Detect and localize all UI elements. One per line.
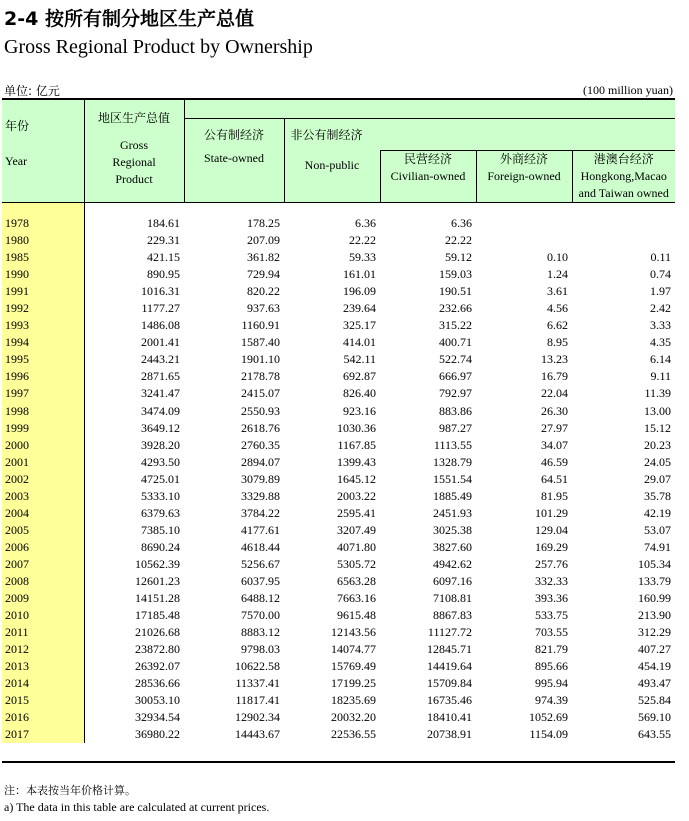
non-public-cell: 239.64 [343,301,376,316]
state-owned-cell: 6488.12 [241,591,280,606]
civilian-owned-cell: 315.22 [439,318,472,333]
year-cell: 2009 [2,590,84,607]
state-owned-cell: 2550.93 [241,403,280,418]
non-public-cell: 22.22 [349,233,376,248]
grp-cell: 26392.07 [135,659,180,674]
table-row [2,385,675,402]
hk-macao-taiwan-cell: 3.33 [650,318,672,333]
ownership-group-header [184,99,675,119]
year-cell: 2016 [2,709,84,726]
table-title-en: Gross Regional Product by Ownership [4,36,313,58]
non-public-cell: 9615.48 [337,608,376,623]
civilian-owned-cell: 15709.84 [427,676,472,691]
table-row [2,522,675,539]
table-row [2,590,675,607]
hk-macao-taiwan-cell: 2.42 [650,301,672,316]
non-public-cell: 161.01 [343,267,376,282]
grp-cell: 28536.66 [135,676,180,691]
year-cell: 1978 [2,215,84,232]
hk-macao-taiwan-cell: 312.29 [638,625,672,640]
year-cell: 2000 [2,437,84,454]
table-bottom-rule [2,761,675,763]
state-owned-cell: 5256.67 [241,556,280,571]
state-owned-cell: 12902.34 [235,710,280,725]
year-cell: 1997 [2,385,84,402]
grp-cell: 3649.12 [141,420,180,435]
state-owned-cell: 10622.58 [235,659,280,674]
civilian-owned-header [380,151,476,203]
spacer-row [2,203,675,216]
spacer-cell [380,203,476,216]
spacer-cell [284,203,380,216]
hk-macao-taiwan-cell: 493.47 [638,676,672,691]
foreign-owned-cell: 81.95 [541,488,568,503]
civilian-owned-cell: 1113.55 [433,437,472,452]
civilian-owned-cell: 987.27 [439,420,472,435]
state-owned-cell: 2178.78 [241,369,280,384]
state-owned-cell: 729.94 [247,267,280,282]
state-owned-cell: 937.63 [247,301,280,316]
year-cell: 2001 [2,454,84,471]
non-public-cell: 12143.56 [331,625,376,640]
non-public-cell: 4071.80 [337,539,376,554]
year-cell: 2005 [2,522,84,539]
non-public-cell: 15769.49 [331,659,376,674]
grp-cell: 12601.23 [135,574,180,588]
year-cell: 1999 [2,420,84,437]
grp-cell: 6379.63 [141,505,180,520]
hk-macao-taiwan-cell: 11.39 [644,386,672,401]
grp-cell: 2871.65 [141,369,180,384]
state-owned-cell: 820.22 [247,284,280,299]
table-row [2,368,675,385]
table-row [2,283,675,300]
civilian-owned-header-en: Civilian-owned [390,169,466,183]
civilian-owned-cell: 20738.91 [427,727,472,742]
civilian-owned-cell: 883.86 [439,403,472,418]
spacer-cell [572,203,675,216]
non-public-cell: 7663.16 [337,591,376,606]
foreign-owned-cell: 13.23 [541,352,568,367]
grp-cell: 23872.80 [135,642,180,657]
grp-header-cn: 地区生产总值 [97,111,170,125]
table-row [2,709,675,726]
foreign-owned-cell: 995.94 [535,676,568,691]
hk-macao-taiwan-cell: 53.07 [644,522,672,537]
civilian-owned-cell: 6.36 [451,216,472,231]
non-public-cell: 18235.69 [331,693,376,708]
table-row [2,317,675,334]
state-owned-cell: 361.82 [247,250,280,265]
foreign-owned-cell: 1154.09 [529,727,568,742]
year-cell: 1994 [2,334,84,351]
civilian-owned-cell: 3827.60 [433,539,472,554]
non-public-cell: 22536.55 [331,727,376,742]
hk-macao-taiwan-cell: 0.74 [650,267,672,282]
table-row [2,215,675,232]
table-header [2,99,675,203]
hk-macao-taiwan-cell: 15.12 [644,420,672,435]
hk-macao-taiwan-cell: 1.97 [650,284,672,299]
table-row [2,573,675,590]
state-owned-cell: 6037.95 [241,574,280,588]
table-row [2,726,675,743]
state-owned-cell: 14443.67 [235,727,280,742]
year-cell: 1980 [2,232,84,249]
grp-cell: 4725.01 [141,471,180,486]
civilian-owned-cell: 8867.83 [433,608,472,623]
table-row [2,232,675,249]
footnote-en: a) The data in this table are calculated at current prices. [4,800,270,814]
foreign-owned-cell: 6.62 [547,318,568,333]
foreign-owned-cell: 3.61 [547,284,568,299]
table-row [2,641,675,658]
civilian-owned-cell: 792.97 [439,386,472,401]
non-public-cell: 20032.20 [331,710,376,725]
foreign-owned-cell: 169.29 [535,539,568,554]
hk-macao-taiwan-cell: 0.11 [650,250,672,265]
foreign-owned-cell: 533.75 [535,608,568,623]
state-owned-cell: 11337.41 [235,676,280,691]
non-public-cell: 2595.41 [337,505,376,520]
year-cell: 2015 [2,692,84,709]
hk-macao-taiwan-cell: 35.78 [644,488,672,503]
grp-cell: 36980.22 [135,727,180,742]
foreign-owned-cell: 0.10 [547,250,568,265]
year-cell: 1993 [2,317,84,334]
hk-macao-taiwan-cell: 42.19 [644,505,672,520]
table-row [2,556,675,573]
civilian-owned-cell: 1328.79 [433,454,472,469]
grp-cell: 184.61 [147,216,180,231]
grp-cell: 421.15 [147,250,180,265]
civilian-owned-cell: 400.71 [439,335,472,350]
hk-macao-taiwan-cell: 525.84 [638,693,672,708]
foreign-owned-header-en: Foreign-owned [487,169,561,183]
table-row [2,403,675,420]
foreign-owned-cell: 22.04 [541,386,568,401]
hk-macao-taiwan-cell: 74.91 [644,539,672,554]
table-row [2,675,675,692]
hk-macao-taiwan-header-en: Hongkong,Macao and Taiwan owned [578,169,669,200]
table-row [2,505,675,522]
hk-macao-taiwan-header [572,151,675,203]
state-owned-header-cn: 公有制经济 [203,128,264,142]
state-owned-cell: 2894.07 [241,454,280,469]
civilian-owned-cell: 1885.49 [433,488,472,503]
table-row [2,249,675,266]
foreign-owned-header-cn: 外商经济 [499,152,548,166]
grp-cell: 1177.27 [141,301,180,316]
foreign-owned-cell: 129.04 [535,522,568,537]
grp-header-en: Gross Regional Product [112,138,156,186]
state-owned-cell: 11817.41 [235,693,280,708]
hk-macao-taiwan-cell: 13.00 [644,403,672,418]
civilian-owned-cell: 232.66 [439,301,472,316]
hk-macao-taiwan-cell: 4.35 [650,335,672,350]
civilian-owned-cell: 16735.46 [427,693,472,708]
state-owned-cell: 3079.89 [241,471,280,486]
spacer-cell [2,203,84,216]
foreign-owned-cell: 27.97 [541,420,568,435]
hk-macao-taiwan-cell: 20.23 [644,437,672,452]
foreign-owned-cell: 257.76 [535,556,568,571]
hk-macao-taiwan-cell: 24.05 [644,454,672,469]
unit-label-cn: 单位: 亿元 [4,84,60,98]
civilian-owned-cell: 666.97 [439,369,472,384]
non-public-cell: 1167.85 [337,437,376,452]
year-header [2,99,84,203]
foreign-owned-cell [476,232,572,249]
non-public-cell: 1399.43 [337,454,376,469]
hk-macao-taiwan-cell: 569.10 [638,710,672,725]
civilian-owned-cell: 22.22 [445,233,472,248]
civilian-owned-cell: 4942.62 [433,556,472,571]
foreign-owned-cell: 1.24 [547,267,568,282]
non-public-cell: 692.87 [343,369,376,384]
foreign-owned-cell: 895.66 [535,659,568,674]
table-row [2,658,675,675]
year-cell: 2008 [2,573,84,590]
foreign-owned-cell: 16.79 [541,369,568,384]
non-public-cell: 6563.28 [337,574,376,588]
grp-cell: 1016.31 [141,284,180,299]
foreign-owned-cell: 1052.69 [529,710,568,725]
spacer-cell [184,203,284,216]
year-cell: 2003 [2,488,84,505]
non-public-cell: 2003.22 [337,488,376,503]
state-owned-cell: 2415.07 [241,386,280,401]
civilian-owned-cell: 2451.93 [433,505,472,520]
state-owned-cell: 178.25 [247,216,280,231]
foreign-owned-cell: 393.36 [535,591,568,606]
state-owned-cell: 1587.40 [241,335,280,350]
foreign-owned-cell: 26.30 [541,403,568,418]
civilian-owned-cell: 6097.16 [433,574,472,588]
hk-macao-taiwan-cell [572,215,675,232]
state-owned-cell: 7570.00 [241,608,280,623]
table-title-cn: 2-4 按所有制分地区生产总值 [4,8,254,30]
table-row [2,300,675,317]
year-cell: 2006 [2,539,84,556]
year-header-cn: 年份 [5,119,30,133]
non-public-cell: 59.33 [349,250,376,265]
non-public-cell: 325.17 [343,318,376,333]
grp-cell: 3474.09 [141,403,180,418]
hk-macao-taiwan-cell: 213.90 [638,608,672,623]
grp-cell: 229.31 [147,233,180,248]
table-row [2,334,675,351]
state-owned-cell: 1901.10 [241,352,280,367]
year-cell: 2017 [2,726,84,743]
hk-macao-taiwan-cell: 643.55 [638,727,672,742]
civilian-owned-cell: 14419.64 [427,659,472,674]
non-public-cell: 14074.77 [331,642,376,657]
hk-macao-taiwan-cell: 160.99 [638,591,672,606]
state-owned-header [184,119,284,203]
table-row [2,488,675,505]
civilian-owned-cell: 1551.54 [433,471,472,486]
year-cell: 2004 [2,505,84,522]
grp-cell: 30053.10 [135,693,180,708]
civilian-owned-cell: 7108.81 [433,591,472,606]
foreign-owned-cell: 332.33 [535,574,568,588]
year-cell: 1991 [2,283,84,300]
hk-macao-taiwan-cell: 6.14 [650,352,672,367]
civilian-owned-cell: 12845.71 [427,642,472,657]
year-cell: 2013 [2,658,84,675]
year-cell: 1992 [2,300,84,317]
grp-cell: 2443.21 [141,352,180,367]
grp-cell: 1486.08 [141,318,180,333]
year-cell: 1998 [2,403,84,420]
state-owned-cell: 2618.76 [241,420,280,435]
non-public-cell: 542.11 [343,352,376,367]
non-public-cell: 6.36 [355,216,376,231]
grp-cell: 8690.24 [141,539,180,554]
state-owned-cell: 207.09 [247,233,280,248]
grp-cell: 3241.47 [141,386,180,401]
foreign-owned-cell: 4.56 [547,301,568,316]
grp-cell: 17185.48 [135,608,180,623]
year-cell: 1996 [2,368,84,385]
non-public-cell: 414.01 [343,335,376,350]
year-cell: 2011 [2,624,84,641]
foreign-owned-cell: 46.59 [541,454,568,469]
table-row [2,607,675,624]
non-public-cell: 1645.12 [337,471,376,486]
hk-macao-taiwan-cell [572,232,675,249]
foreign-owned-header [476,151,572,203]
foreign-owned-cell: 703.55 [535,625,568,640]
table-body [2,203,675,744]
non-public-header [284,151,380,203]
grp-cell: 32934.54 [135,710,180,725]
state-owned-cell: 2760.35 [241,437,280,452]
non-public-header-en: Non-public [304,157,360,172]
foreign-owned-cell: 64.51 [541,471,568,486]
foreign-owned-cell: 821.79 [535,642,568,657]
hk-macao-taiwan-cell: 9.11 [650,369,672,384]
year-cell: 2010 [2,607,84,624]
civilian-owned-cell: 59.12 [445,250,472,265]
state-owned-cell: 3784.22 [241,505,280,520]
state-owned-cell: 4177.61 [241,522,280,537]
unit-label-en: (100 million yuan) [583,83,673,97]
year-cell: 1990 [2,266,84,283]
state-owned-header-en: State-owned [204,151,264,165]
spacer-cell [476,203,572,216]
data-table [2,98,675,743]
table-row [2,351,675,368]
table-row [2,454,675,471]
table-row [2,471,675,488]
year-cell: 2007 [2,556,84,573]
non-public-cell: 826.40 [343,386,376,401]
hk-macao-taiwan-header-cn: 港澳台经济 [593,152,654,166]
grp-cell: 2001.41 [141,335,180,350]
non-public-cell: 3207.49 [337,522,376,537]
non-public-cell: 196.09 [343,284,376,299]
spacer-cell [84,203,184,216]
grp-cell: 890.95 [147,267,180,282]
table-row [2,266,675,283]
non-public-header-cn-cell [284,119,675,151]
state-owned-cell: 1160.91 [241,318,280,333]
year-cell: 1995 [2,351,84,368]
grp-cell: 5333.10 [141,488,180,503]
foreign-owned-cell: 34.07 [541,437,568,452]
state-owned-cell: 4618.44 [241,539,280,554]
non-public-cell: 923.16 [343,403,376,418]
table-row [2,420,675,437]
table-row [2,539,675,556]
hk-macao-taiwan-cell: 454.19 [638,659,672,674]
non-public-cell: 1030.36 [337,420,376,435]
grp-cell: 21026.68 [135,625,180,640]
grp-header [84,99,184,203]
foreign-owned-cell: 101.29 [535,505,568,520]
civilian-owned-cell: 159.03 [439,267,472,282]
civilian-owned-cell: 11127.72 [427,625,472,640]
foreign-owned-cell: 974.39 [535,693,568,708]
table-row [2,692,675,709]
non-public-cell: 5305.72 [337,556,376,571]
hk-macao-taiwan-cell: 29.07 [644,471,672,486]
state-owned-cell: 3329.88 [241,488,280,503]
grp-cell: 3928.20 [141,437,180,452]
table-row [2,624,675,641]
grp-cell: 14151.28 [135,591,180,606]
civilian-owned-cell: 522.74 [439,352,472,367]
non-public-header-cn: 非公有制经济 [290,128,363,142]
hk-macao-taiwan-cell: 133.79 [638,574,672,588]
year-cell: 2014 [2,675,84,692]
table-row [2,437,675,454]
grp-cell: 4293.50 [141,454,180,469]
non-public-cell: 17199.25 [331,676,376,691]
civilian-owned-cell: 18410.41 [427,710,472,725]
grp-cell: 7385.10 [141,522,180,537]
grp-cell: 10562.39 [135,556,180,571]
civilian-owned-cell: 190.51 [439,284,472,299]
civilian-owned-cell: 3025.38 [433,522,472,537]
year-cell: 1985 [2,249,84,266]
footnote-cn: 注：本表按当年价格计算。 [4,784,136,797]
year-cell: 2002 [2,471,84,488]
civilian-owned-header-cn: 民营经济 [403,152,452,166]
state-owned-cell: 9798.03 [241,642,280,657]
hk-macao-taiwan-cell: 105.34 [638,556,672,571]
foreign-owned-cell: 8.95 [547,335,568,350]
state-owned-cell: 8883.12 [241,625,280,640]
foreign-owned-cell [476,215,572,232]
hk-macao-taiwan-cell: 407.27 [638,642,672,657]
year-cell: 2012 [2,641,84,658]
year-header-en: Year [5,154,28,168]
